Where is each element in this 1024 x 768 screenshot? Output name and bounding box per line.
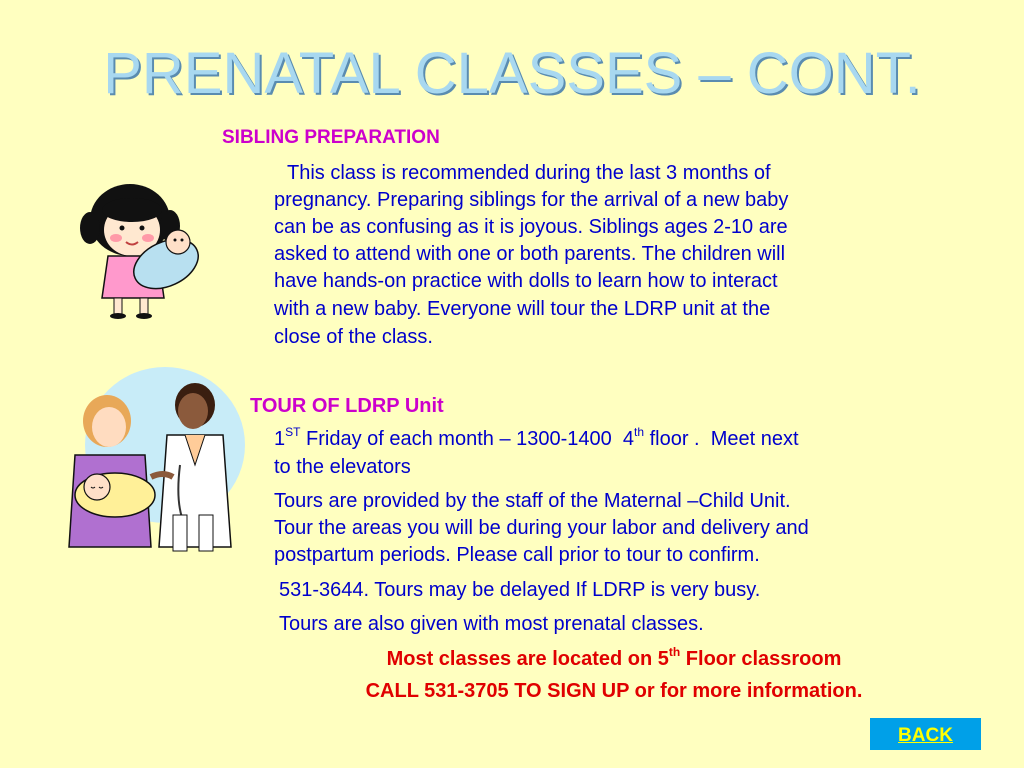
tour-schedule-sup-th: th — [634, 425, 645, 440]
sibling-body-line-5: have hands-on practice with dolls to learn how to interact — [274, 270, 778, 292]
sibling-body-line-4: asked to attend with one or both parents. The children will — [274, 243, 786, 265]
sibling-body-line-1: This class is recommended during the last 3 months of — [287, 162, 771, 184]
tour-info-line-2: Tour the areas you will be during your labor and delivery and — [274, 517, 809, 539]
back-button[interactable]: BACK — [870, 718, 981, 750]
sibling-heading: SIBLING PREPARATION — [222, 127, 440, 148]
tour-phone-line: 531-3644. Tours may be delayed If LDRP is very busy. — [279, 579, 761, 601]
signup-call-notice: CALL 531-3705 TO SIGN UP or for more information. — [365, 680, 863, 702]
sibling-body-line-2: pregnancy. Preparing siblings for the arrival of a new baby — [274, 189, 789, 211]
tour-also-line: Tours are also given with most prenatal classes. — [279, 613, 704, 635]
location-sup: th — [668, 645, 681, 660]
sibling-body-line-3: can be as confusing as it is joyous. Siblings ages 2-10 are — [274, 216, 788, 238]
tour-schedule-end: floor . Meet next — [644, 428, 799, 450]
location-pre: Most classes are located on 5 — [386, 648, 669, 670]
girl-holding-baby-icon — [78, 180, 208, 320]
location-post: Floor classroom — [680, 648, 842, 670]
tour-heading: TOUR OF LDRP Unit — [250, 395, 444, 417]
tour-schedule-mid: Friday of each month – 1300-1400 4 — [300, 428, 635, 450]
tour-info-line-3: postpartum periods. Please call prior to tour to confirm. — [274, 544, 760, 566]
mother-nurse-baby-icon — [55, 365, 245, 555]
tour-info-line-1: Tours are provided by the staff of the Maternal –Child Unit. — [274, 490, 791, 512]
tour-schedule-line-2: to the elevators — [274, 456, 411, 478]
tour-schedule-line — [274, 425, 799, 453]
tour-schedule-sup-st: ST — [285, 425, 301, 440]
sibling-body-line-7: close of the class. — [274, 326, 433, 348]
classroom-location-notice — [0, 645, 1024, 673]
page-title: PRENATAL CLASSES – CONT. — [103, 41, 921, 106]
tour-schedule-num: 1 — [274, 428, 286, 450]
sibling-body-line-6: with a new baby. Everyone will tour the LDRP unit at the — [274, 298, 771, 320]
